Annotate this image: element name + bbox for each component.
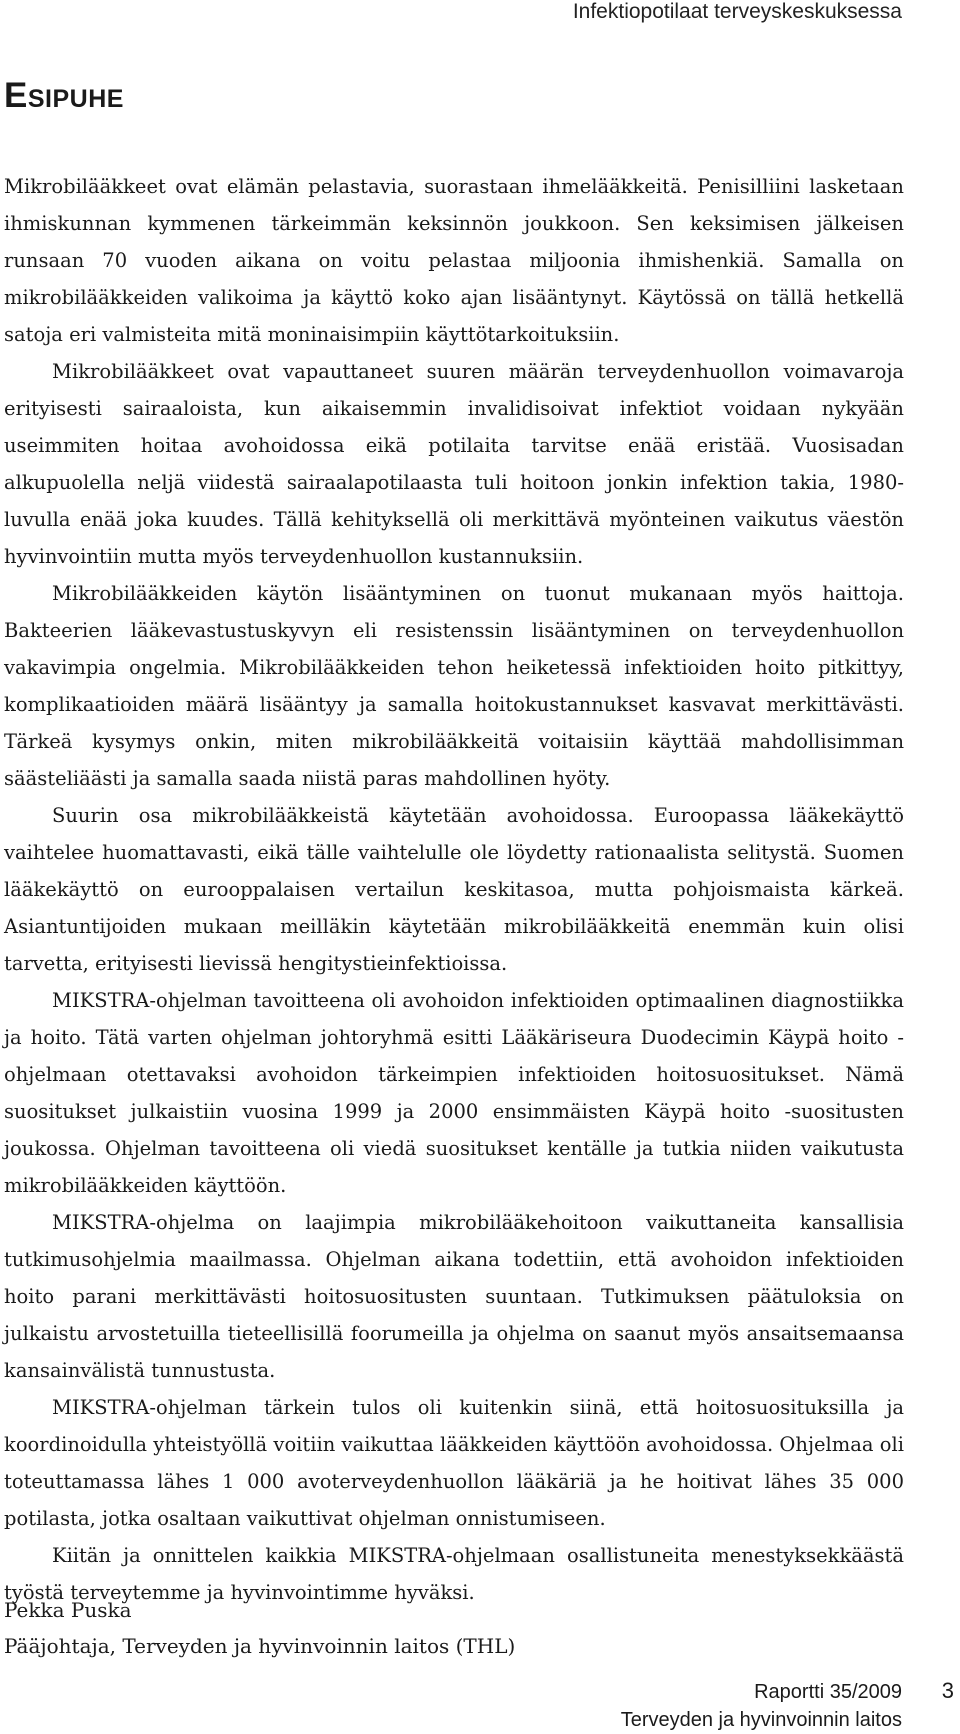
paragraph: Mikrobilääkkeet ovat elämän pelastavia, suorastaan ihmelääkkeitä. Penisilliini lasketaan ihmiskunnan kymmenen tärkeimmän keksinnön joukkoon. Sen keksimisen jälkeisen runsaan 70 vuoden aikana on voitu pelastaa miljoonia ihmishenkiä. Samalla on mikrobilääkkeiden valikoima ja käyttö koko ajan lisääntynyt. Käytössä on tällä hetkellä satoja eri valmisteita mitä moninaisimpiin käyttötarkoituksiin. [4,175,904,346]
page-title: Esipuhe [4,76,124,115]
signature-position: Pääjohtaja, Terveyden ja hyvinvoinnin laitos (THL) [4,1634,516,1658]
body-text [4,168,904,1611]
signature [4,1592,515,1664]
paragraph: MIKSTRA-ohjelman tavoitteena oli avohoidon infektioiden optimaalinen diagnostiikka ja hoito. Tätä varten ohjelman johtoryhmä esitti Lääkäriseura Duodecimin Käypä hoito -ohjelmaan otettavaksi avohoidon tärkeimpien infektioiden hoitosuositukset. Nämä suositukset julkaistiin vuosina 1999 ja 2000 ensimmäisten Käypä hoito -suositusten joukossa. Ohjelman tavoitteena oli viedä suositukset kentälle ja tutkia niiden vaikutusta mikrobilääkkeiden käyttöön. [4,989,904,1197]
paragraph: Mikrobilääkkeiden käytön lisääntyminen on tuonut mukanaan myös haittoja. Bakteerien lääkevastustuskyvyn eli resistenssin lisääntyminen on terveydenhuollon vakavimpia ongelmia. Mikrobilääkkeiden tehon heiketessä infektioiden hoito pitkittyy, komplikaatioiden määrä lisääntyy ja samalla hoitokustannukset kasvavat merkittävästi. Tärkeä kysymys onkin, miten mikrobilääkkeitä voitaisiin käyttää mahdollisimman säästeliäästi ja samalla saada niistä paras mahdollinen hyöty. [4,582,904,790]
paragraph: MIKSTRA-ohjelman tärkein tulos oli kuitenkin siinä, että hoitosuosituksilla ja koordinoidulla yhteistyöllä voitiin vaikuttaa lääkkeiden käyttöön avohoidossa. Ohjelmaa oli toteuttamassa lähes 1 000 avoterveydenhuollon lääkäriä ja he hoitivat lähes 35 000 potilasta, jotka osaltaan vaikuttivat ohjelman onnistumiseen. [4,1396,904,1530]
footer-publisher: Terveyden ja hyvinvoinnin laitos [620,1709,902,1731]
paragraph: MIKSTRA-ohjelma on laajimpia mikrobilääkehoitoon vaikuttaneita kansallisia tutkimusohjelmia maailmassa. Ohjelman aikana todettiin, että avohoidon infektioiden hoito parani merkittävästi hoitosuositusten suuntaan. Tutkimuksen päätuloksia on julkaistu arvostetuilla tieteellisillä foorumeilla ja ohjelma on saanut myös ansaitsemaansa kansainvälistä tunnustusta. [4,1211,904,1382]
paragraph: Mikrobilääkkeet ovat vapauttaneet suuren määrän terveydenhuollon voimavaroja erityisesti sairaaloista, kun aikaisemmin invalidisoivat infektiot voidaan nykyään useimmiten hoitaa avohoidossa eikä potilaita tarvitse enää eristää. Vuosisadan alkupuolella neljä viidestä sairaalapotilaasta tuli hoitoon jonkin infektion takia, 1980-luvulla enää joka kuudes. Tällä kehityksellä oli merkittävä myönteinen vaikutus väestön hyvinvointiin mutta myös terveydenhuollon kustannuksiin. [4,360,904,568]
page-number: 3 [941,1678,954,1703]
page-footer [621,1678,902,1734]
paragraph: Kiitän ja onnittelen kaikkia MIKSTRA-ohjelmaan osallistuneita menestyksekkäästä työstä terveytemme ja hyvinvointimme hyväksi. [4,1544,904,1604]
paragraph: Suurin osa mikrobilääkkeistä käytetään avohoidossa. Euroopassa lääkekäyttö vaihtelee huomattavasti, eikä tälle vaihtelulle ole löydetty rationaalista selitystä. Suomen lääkekäyttö on eurooppalaisen vertailun keskitasoa, mutta pohjoismaista kärkeä. Asiantuntijoiden mukaan meilläkin käytetään mikrobilääkkeitä enemmän kuin olisi tarvetta, erityisesti lievissä hengitystieinfektioissa. [4,804,904,975]
running-header: Infektiopotilaat terveyskeskuksessa [572,0,902,23]
footer-report: Raportti 35/2009 [754,1681,902,1703]
signature-name: Pekka Puska [4,1598,132,1622]
